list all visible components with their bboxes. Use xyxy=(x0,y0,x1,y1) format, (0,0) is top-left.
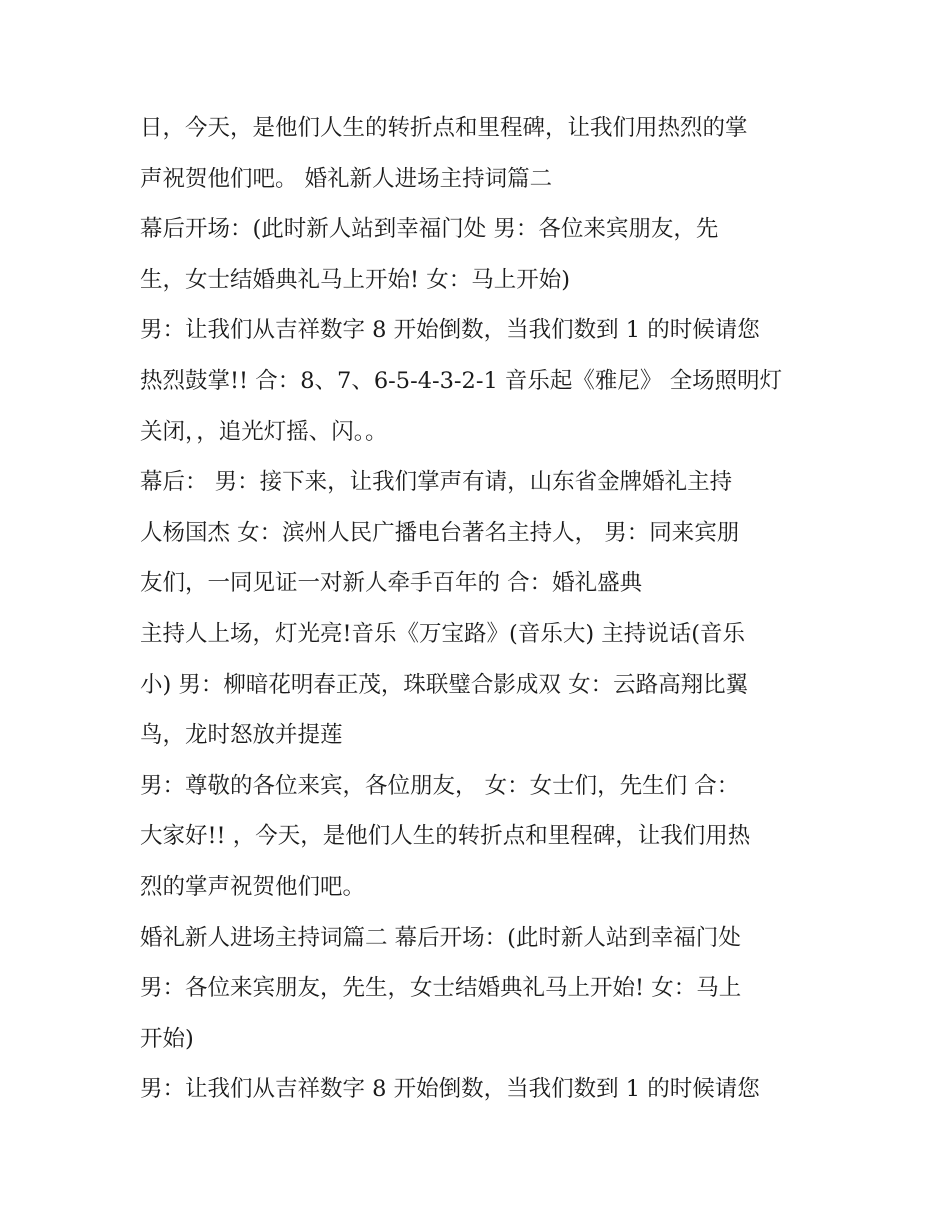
text-line: 声祝贺他们吧。 婚礼新人进场主持词篇二 xyxy=(140,165,553,192)
text-line: 男：让我们从吉祥数字 8 开始倒数，当我们数到 1 的时候请您 xyxy=(140,1076,760,1103)
text-line: 幕后： 男：接下来，让我们掌声有请，山东省金牌婚礼主持 xyxy=(140,469,733,496)
text-line: 鸟，龙时怒放并提莲 xyxy=(140,722,343,749)
text-line: 主持人上场，灯光亮!音乐《万宝路》(音乐大) 主持说话(音乐 xyxy=(140,620,746,647)
document-body xyxy=(140,103,820,1115)
text-line: 烈的掌声祝贺他们吧。 xyxy=(140,873,366,900)
text-line: 生，女士结婚典礼马上开始! 女：马上开始) xyxy=(140,266,570,293)
text-line: 友们，一同见证一对新人牵手百年的 合：婚礼盛典 xyxy=(140,570,643,597)
text-line: 开始) xyxy=(140,1025,194,1052)
text-line: 关闭，，追光灯摇、闪。。 xyxy=(140,418,388,445)
text-line: 人杨国杰 女：滨州人民广播电台著名主持人， 男：同来宾朋 xyxy=(140,519,740,546)
text-line: 男：让我们从吉祥数字 8 开始倒数，当我们数到 1 的时候请您 xyxy=(140,317,760,344)
text-line: 热烈鼓掌!! 合：8、7、6-5-4-3-2-1 音乐起《雅尼》 全场照明灯 xyxy=(140,367,783,394)
text-line: 日，今天，是他们人生的转折点和里程碑，让我们用热烈的掌 xyxy=(140,115,748,141)
text-line: 男：各位来宾朋友，先生，女士结婚典礼马上开始! 女：马上 xyxy=(140,975,742,1002)
text-line: 男：尊敬的各位来宾，各位朋友， 女：女士们，先生们 合： xyxy=(140,772,740,799)
text-line: 婚礼新人进场主持词篇二 幕后开场：(此时新人站到幸福门处 xyxy=(140,924,741,951)
text-line: 大家好!! ，今天，是他们人生的转折点和里程碑，让我们用热 xyxy=(140,823,751,850)
text-line: 小) 男：柳暗花明春正茂，珠联璧合影成双 女：云路高翔比翼 xyxy=(140,671,749,698)
text-line: 幕后开场：(此时新人站到幸福门处 男：各位来宾朋友，先 xyxy=(140,216,719,243)
